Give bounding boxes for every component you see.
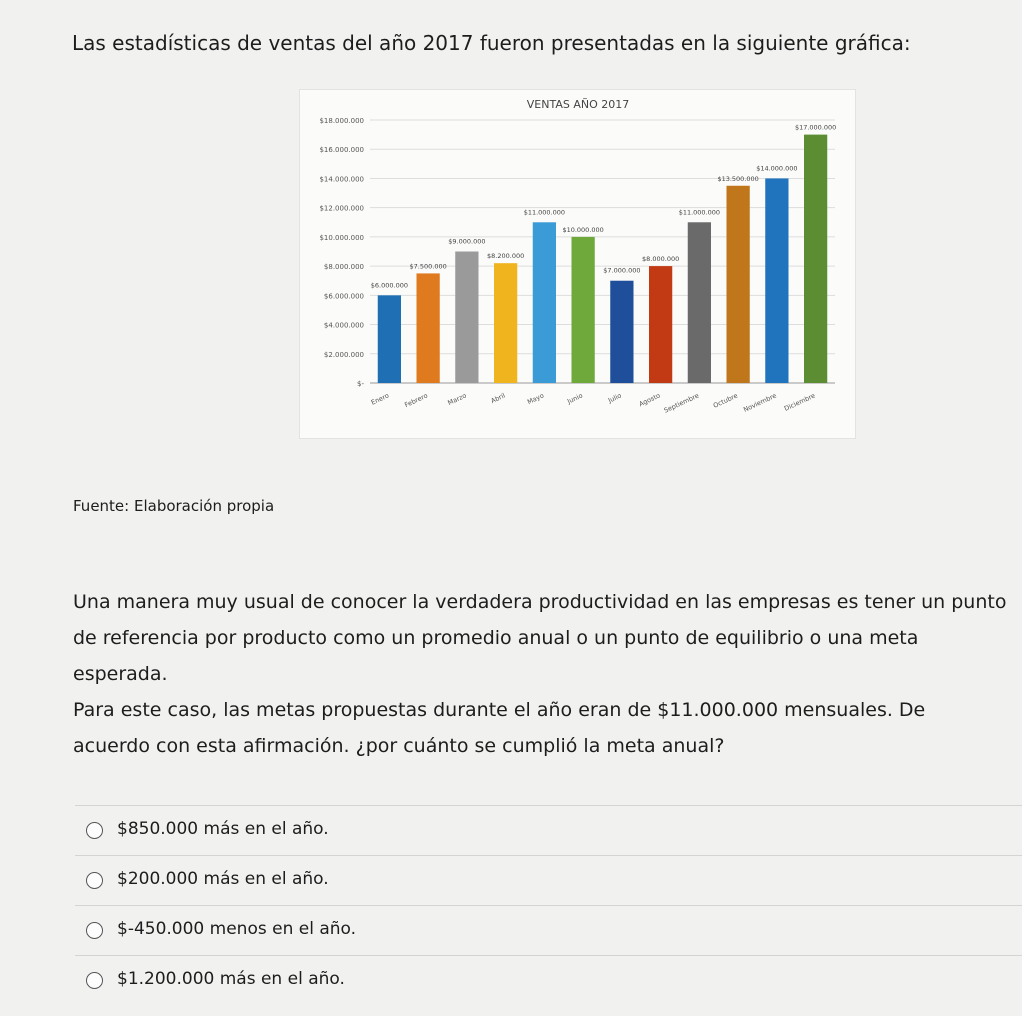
- option-2[interactable]: [75, 855, 1022, 905]
- bar-enero: [378, 295, 401, 383]
- y-tick-label: $18.000.000: [319, 117, 364, 125]
- sales-chart: [300, 90, 855, 438]
- data-label: $11.000.000: [678, 208, 721, 217]
- x-tick-label: Agosto: [637, 391, 662, 409]
- question-paragraph-1: Una manera muy usual de conocer la verdadera productividad en las empresas es tener un punto de referencia por producto como un promedio anual o un punto de equilibrio o una meta esperada.: [73, 591, 1007, 685]
- x-tick-label: Enero: [369, 391, 391, 407]
- bar-octubre: [727, 186, 750, 383]
- bar-julio: [610, 281, 633, 383]
- x-tick-label: Junio: [566, 391, 584, 406]
- option-label: $200.000 más en el año.: [117, 869, 329, 889]
- data-label: $7.500.000: [409, 262, 447, 271]
- data-label: $7.000.000: [603, 266, 641, 275]
- y-tick-label: $12.000.000: [319, 204, 364, 213]
- answer-options: [75, 805, 1022, 1005]
- bar-febrero: [417, 273, 440, 383]
- option-label: $850.000 más en el año.: [117, 819, 329, 839]
- data-label: $17.000.000: [794, 123, 837, 132]
- bar-junio: [572, 237, 595, 383]
- radio-button[interactable]: [86, 872, 103, 889]
- x-tick-label: Febrero: [403, 391, 429, 410]
- y-tick-label: $10.000.000: [319, 233, 364, 242]
- bar-agosto: [649, 266, 672, 383]
- option-3[interactable]: [75, 905, 1022, 955]
- y-tick-label: $-: [357, 380, 364, 388]
- bar-mayo: [533, 222, 556, 383]
- y-tick-label: $4.000.000: [323, 321, 364, 330]
- x-tick-label: Marzo: [446, 391, 468, 408]
- data-label: $13.500.000: [717, 174, 759, 183]
- data-label: $10.000.000: [562, 225, 604, 234]
- radio-button[interactable]: [86, 972, 103, 989]
- chart-title: VENTAS AÑO 2017: [526, 98, 630, 111]
- option-label: $-450.000 menos en el año.: [117, 919, 357, 939]
- option-label: $1.200.000 más en el año.: [117, 969, 345, 989]
- radio-button[interactable]: [86, 822, 103, 839]
- data-label: $14.000.000: [756, 164, 798, 173]
- question-block: [73, 584, 1008, 764]
- data-label: $9.000.000: [448, 237, 486, 246]
- bar-diciembre: [804, 135, 827, 383]
- option-4[interactable]: [75, 955, 1022, 1005]
- bar-septiembre: [688, 222, 711, 383]
- y-tick-label: $16.000.000: [319, 146, 364, 155]
- intro-text: Las estadísticas de ventas del año 2017 fueron presentadas en la siguiente gráfica:: [72, 31, 911, 55]
- source-note: Fuente: Elaboración propia: [73, 497, 275, 515]
- x-tick-label: Septiembre: [662, 391, 701, 415]
- option-1[interactable]: [75, 805, 1022, 855]
- x-tick-label: Abril: [489, 391, 507, 406]
- data-label: $6.000.000: [370, 281, 408, 290]
- data-label: $8.000.000: [642, 255, 680, 264]
- x-tick-label: Diciembre: [783, 391, 817, 413]
- x-tick-label: Octubre: [712, 391, 739, 410]
- data-label: $8.200.000: [487, 252, 525, 261]
- sales-chart-svg: [300, 90, 855, 438]
- x-tick-label: Noviembre: [742, 391, 778, 414]
- x-tick-label: Julio: [606, 391, 623, 405]
- x-tick-label: Mayo: [526, 391, 546, 407]
- bar-noviembre: [765, 178, 788, 383]
- data-label: $11.000.000: [523, 208, 566, 217]
- bar-abril: [494, 263, 517, 383]
- y-tick-label: $6.000.000: [323, 292, 364, 301]
- y-tick-label: $2.000.000: [323, 350, 364, 359]
- y-tick-label: $8.000.000: [323, 263, 364, 272]
- y-tick-label: $14.000.000: [319, 175, 364, 184]
- radio-button[interactable]: [86, 922, 103, 939]
- bar-marzo: [455, 252, 478, 384]
- question-paragraph-2: Para este caso, las metas propuestas durante el año eran de $11.000.000 mensuales. De acuerdo con esta afirmación. ¿por cuánto se cumplió la meta anual?: [73, 699, 926, 757]
